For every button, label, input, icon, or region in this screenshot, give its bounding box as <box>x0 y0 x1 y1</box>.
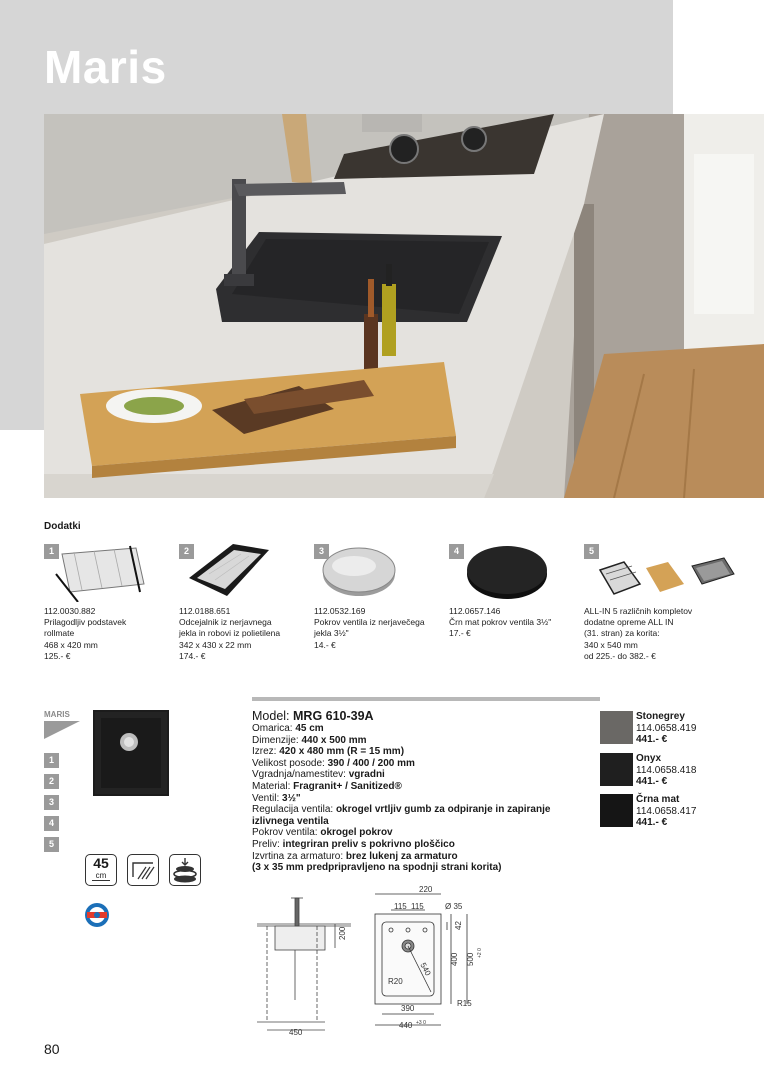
accessory-line: jekla 3½" <box>314 628 349 639</box>
accessory-line: 340 x 540 mm <box>584 639 638 650</box>
spec-value: okrogel pokrov <box>320 827 393 839</box>
accessory-number: 2 <box>179 544 194 559</box>
sanitized-badge-icon <box>84 898 110 932</box>
layered-material-icon <box>169 854 201 886</box>
drainer-image <box>179 544 309 602</box>
dim-115b: 115 <box>411 902 424 911</box>
spec-line <box>252 827 550 839</box>
spec-line <box>252 758 550 770</box>
spec-line <box>252 839 550 851</box>
dim-dia35: Ø 35 <box>445 902 463 911</box>
color-swatch-onyx <box>600 753 633 786</box>
accessory-price: 17.- € <box>449 628 471 639</box>
accessory-line: Pokrov ventila iz nerjavečega <box>314 617 425 628</box>
accessory-line: jekla in robovi iz polietilena <box>179 628 281 639</box>
accessory-price: od 225.- do 382.- € <box>584 650 656 661</box>
spec-value: integriran preliv s pokrivno ploščico <box>282 838 455 850</box>
steel-valve-cover-image <box>314 544 444 602</box>
color-code: 114.0658.417 <box>636 805 697 817</box>
spec-model <box>252 710 550 723</box>
spec-block <box>252 710 550 874</box>
accessory-ref-3: 3 <box>44 795 59 810</box>
spec-value: Fragranit+ / Sanitized® <box>293 780 402 792</box>
accessory-number: 4 <box>449 544 464 559</box>
product-label: MARIS <box>44 710 70 719</box>
spec-line <box>252 816 550 828</box>
spec-line <box>252 851 550 863</box>
spec-value: 440 x 500 mm <box>301 734 367 746</box>
accessory-ref-5: 5 <box>44 837 59 852</box>
color-variant-crna-mat <box>636 794 696 829</box>
color-swatch-crna-mat <box>600 794 633 827</box>
spec-line <box>252 769 550 781</box>
spec-label: Velikost posode: <box>252 757 328 769</box>
spec-label: Izrez: <box>252 746 280 758</box>
spec-label: Izvrtina za armaturo: <box>252 850 346 862</box>
color-swatch-stonegrey <box>600 711 633 744</box>
color-price: 441.- € <box>636 776 668 787</box>
spec-value: brez lukenj za armaturo <box>345 850 458 862</box>
spec-line <box>252 781 550 793</box>
accessory-price: 125.- € <box>44 650 71 661</box>
spec-line <box>252 804 550 816</box>
spec-label: Material: <box>252 780 294 792</box>
dim-450: 450 <box>289 1028 303 1037</box>
spec-label: Regulacija ventila: <box>252 804 336 816</box>
spec-line <box>252 723 550 735</box>
accessory-price: 14.- € <box>314 639 336 650</box>
accessory-line: (31. stran) za korita: <box>584 628 660 639</box>
spec-value: izlivnega ventila <box>252 815 329 827</box>
spec-label: Dimenzije: <box>252 734 302 746</box>
spec-value: okrogel vrtljiv gumb za odpiranje in zapiranje <box>335 804 551 816</box>
dim-440-tolerance: +3 0 <box>416 1020 426 1026</box>
spec-value: 420 x 480 mm (R = 15 mm) <box>279 746 405 758</box>
spec-label: Vgradnja/namestitev: <box>252 769 349 781</box>
technical-drawing <box>255 880 495 1038</box>
accessory-code: 112.0188.651 <box>179 606 231 616</box>
accessory-number: 5 <box>584 544 599 559</box>
color-name: Onyx <box>636 753 662 764</box>
spec-line <box>252 735 550 747</box>
sink-product-image <box>93 710 169 796</box>
accessory-line: 342 x 430 x 22 mm <box>179 639 252 650</box>
accessory-line: rollmate <box>44 628 75 639</box>
accessory-number: 3 <box>314 544 329 559</box>
dim-500: 500 <box>466 952 475 966</box>
dim-390: 390 <box>401 1004 415 1013</box>
dim-400: 400 <box>450 952 459 966</box>
color-code: 114.0658.418 <box>636 764 697 776</box>
rollmate-image <box>44 544 174 602</box>
accessory-line: 468 x 420 mm <box>44 639 98 650</box>
spec-divider <box>252 697 600 701</box>
cabinet-size-value: 45 <box>93 855 109 871</box>
spec-label: Pokrov ventila: <box>252 827 321 839</box>
spec-line <box>252 793 550 805</box>
accessory-number: 1 <box>44 544 59 559</box>
spec-line <box>252 746 550 758</box>
accessory-code: ALL-IN 5 različnih kompletov <box>584 606 693 616</box>
spec-value: 45 cm <box>295 723 324 734</box>
dim-200: 200 <box>338 926 347 940</box>
spec-label: Omarica: <box>252 723 296 734</box>
dim-440: 440 <box>399 1021 413 1030</box>
color-variant-onyx <box>636 753 696 788</box>
page-number: 80 <box>44 1041 60 1057</box>
dim-220: 220 <box>419 885 433 894</box>
dim-540: 540 <box>418 961 433 978</box>
radius-20: R20 <box>388 977 403 986</box>
spec-line <box>252 862 550 874</box>
spec-model-label: Model: <box>252 709 293 723</box>
color-name: Stonegrey <box>636 711 685 722</box>
accessory-line: dodatne opreme ALL IN <box>584 617 674 628</box>
product-label-triangle <box>44 721 80 739</box>
accessory-code: 112.0532.169 <box>314 606 366 616</box>
hero-kitchen-image <box>44 114 764 498</box>
color-code: 114.0658.419 <box>636 722 697 734</box>
spec-value: 390 / 400 / 200 mm <box>327 757 415 769</box>
spec-label: Ventil: <box>252 792 283 804</box>
accessories-heading: Dodatki <box>44 521 81 532</box>
dim-42: 42 <box>454 921 463 930</box>
cabinet-size-unit: cm <box>92 871 110 881</box>
dim-115a: 115 <box>394 902 407 911</box>
spec-model-value: MRG 610-39A <box>293 709 374 723</box>
accessory-price: 174.- € <box>179 650 206 661</box>
accessory-line: Odcejalnik iz nerjavnega <box>179 617 272 628</box>
color-name: Črna mat <box>636 794 680 805</box>
accessory-ref-4: 4 <box>44 816 59 831</box>
accessory-code: 112.0657.146 <box>449 606 501 616</box>
all-in-kit-image <box>584 544 764 602</box>
spec-value: vgradni <box>348 769 385 781</box>
color-price: 441.- € <box>636 734 668 745</box>
color-variant-stonegrey <box>636 711 696 746</box>
accessory-ref-2: 2 <box>44 774 59 789</box>
cabinet-size-icon <box>85 854 117 886</box>
accessory-line: Prilagodljiv podstavek <box>44 617 127 628</box>
dim-500-tolerance: +2 0 <box>477 948 483 958</box>
black-valve-cover-image <box>449 544 579 602</box>
spec-label: Preliv: <box>252 838 283 850</box>
color-price: 441.- € <box>636 817 668 828</box>
accessory-line: Črn mat pokrov ventila 3½" <box>449 617 552 628</box>
side-view <box>257 898 351 1030</box>
page-title: Maris <box>44 41 167 93</box>
radius-15: R15 <box>457 999 472 1008</box>
accessory-code: 112.0030.882 <box>44 606 96 616</box>
spec-value: 3½" <box>282 792 301 804</box>
inset-mount-icon <box>127 854 159 886</box>
spec-value: (3 x 35 mm predpripravljeno na spodnji strani korita) <box>252 862 502 874</box>
accessory-ref-1: 1 <box>44 753 59 768</box>
